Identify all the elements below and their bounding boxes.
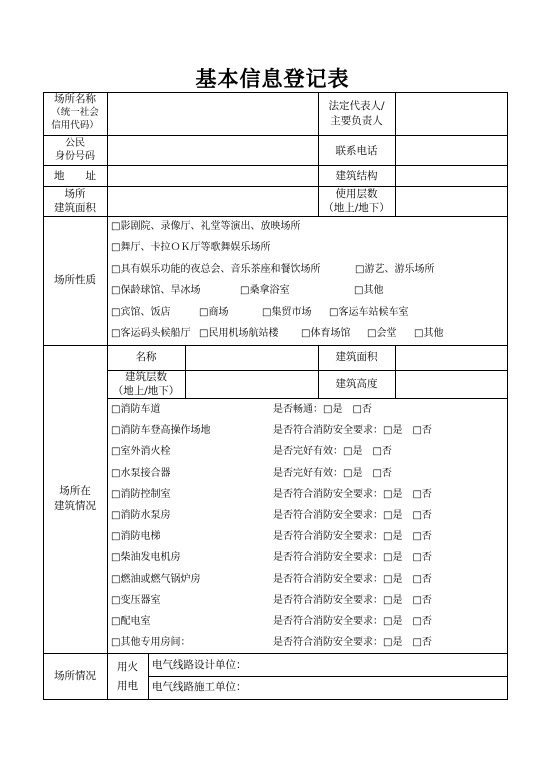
- row-divider: [107, 398, 508, 399]
- phone-label: 联系电话: [335, 145, 378, 157]
- citizen-id-label: 公民 身份号码: [55, 138, 95, 162]
- construction-unit-field[interactable]: 电气线路施工单位：: [152, 681, 247, 693]
- nature-option[interactable]: □民用机场航站楼: [199, 328, 279, 339]
- nature-option[interactable]: □舞厅、卡拉ＯＫ厅等歌舞娱乐场所: [111, 242, 271, 253]
- facility-item[interactable]: □水泵接合器: [111, 468, 171, 479]
- nature-option[interactable]: □其他: [414, 328, 444, 339]
- nature-option[interactable]: □其他: [354, 285, 384, 296]
- facility-compliance-question[interactable]: 是否符合消防安全要求：□是 □否: [273, 637, 432, 648]
- facility-item[interactable]: □变压器室: [111, 595, 161, 606]
- facility-compliance-question[interactable]: 是否符合消防安全要求：□是 □否: [273, 489, 432, 500]
- nature-option[interactable]: □体育场馆: [301, 328, 351, 339]
- nature-option[interactable]: □游艺、游乐场所: [355, 264, 435, 275]
- facility-compliance-question[interactable]: 是否完好有效：□是 □否: [273, 446, 392, 457]
- building-height-label: 建筑高度: [335, 378, 378, 390]
- row-divider: [43, 653, 508, 654]
- facility-item[interactable]: □其他专用房间：: [111, 637, 191, 648]
- situation-label: 场所情况: [54, 670, 96, 682]
- address-label: 地 址: [54, 170, 96, 182]
- facility-item[interactable]: □消防控制室: [111, 489, 171, 500]
- page-title: 基本信息登记表: [195, 66, 350, 91]
- row-divider: [43, 186, 508, 187]
- row-divider: [43, 165, 508, 166]
- row-divider: [148, 676, 508, 677]
- venue-name-label: 场所名称 （统一社会 信用代码）: [51, 93, 99, 131]
- facility-item[interactable]: □消防电梯: [111, 531, 161, 542]
- facility-item[interactable]: □燃油或燃气锅炉房: [111, 574, 201, 585]
- facility-compliance-question[interactable]: 是否符合消防安全要求：□是 □否: [273, 531, 432, 542]
- column-divider: [395, 92, 396, 216]
- facility-item[interactable]: □柴油发电机房: [111, 552, 181, 563]
- facility-compliance-question[interactable]: 是否符合消防安全要求：□是 □否: [273, 510, 432, 521]
- facility-item[interactable]: □消防车登高操作场地: [111, 425, 211, 436]
- nature-option[interactable]: □具有娱乐功能的夜总会、音乐茶座和餐饮场所: [111, 264, 321, 275]
- row-divider: [43, 216, 508, 217]
- facility-compliance-question[interactable]: 是否符合消防安全要求：□是 □否: [273, 425, 432, 436]
- facility-compliance-question[interactable]: 是否符合消防安全要求：□是 □否: [273, 595, 432, 606]
- nature-option[interactable]: □影剧院、录像厅、礼堂等演出、放映场所: [111, 221, 301, 232]
- building-name-label: 名称: [135, 351, 157, 363]
- facility-item[interactable]: □配电室: [111, 616, 151, 627]
- nature-option[interactable]: □客运码头候船厅: [111, 328, 191, 339]
- facility-item[interactable]: □消防车道: [111, 404, 161, 415]
- design-unit-field[interactable]: 电气线路设计单位：: [152, 659, 247, 671]
- column-divider: [148, 653, 149, 700]
- nature-option[interactable]: □商场: [199, 307, 229, 318]
- nature-option[interactable]: □桑拿浴室: [240, 285, 290, 296]
- column-divider: [395, 345, 396, 398]
- legal-rep-label: 法定代表人/ 主要负责人: [328, 100, 385, 127]
- facility-item[interactable]: □消防水泵房: [111, 510, 171, 521]
- row-divider: [43, 345, 508, 346]
- nature-option[interactable]: □宾馆、饭店: [111, 307, 171, 318]
- facility-compliance-question[interactable]: 是否符合消防安全要求：□是 □否: [273, 616, 432, 627]
- fire-electricity-label: 用火 用电: [117, 661, 138, 692]
- facility-item[interactable]: □室外消火栓: [111, 446, 171, 457]
- nature-option[interactable]: □保龄球馆、旱冰场: [111, 285, 201, 296]
- area-label: 场所 建筑面积: [54, 188, 96, 214]
- nature-label: 场所性质: [54, 274, 96, 286]
- nature-option[interactable]: □客运车站候车室: [329, 307, 409, 318]
- facility-compliance-question[interactable]: 是否符合消防安全要求：□是 □否: [273, 574, 432, 585]
- nature-option[interactable]: □集贸市场: [262, 307, 312, 318]
- row-divider: [43, 135, 508, 136]
- building-area-label: 建筑面积: [335, 351, 378, 363]
- building-label: 场所在 建筑情况: [54, 485, 96, 512]
- structure-label: 建筑结构: [335, 170, 378, 182]
- nature-option[interactable]: □会堂: [367, 328, 397, 339]
- building-floors-label: 建筑层数 （地上/地下）: [112, 371, 180, 397]
- facility-compliance-question[interactable]: 是否完好有效：□是 □否: [273, 468, 392, 479]
- floors-label: 使用层数 （地上/地下）: [323, 188, 390, 214]
- column-divider: [185, 345, 186, 398]
- facility-compliance-question[interactable]: 是否符合消防安全要求：□是 □否: [273, 552, 432, 563]
- facility-compliance-question[interactable]: 是否畅通：□是 □否: [273, 404, 372, 415]
